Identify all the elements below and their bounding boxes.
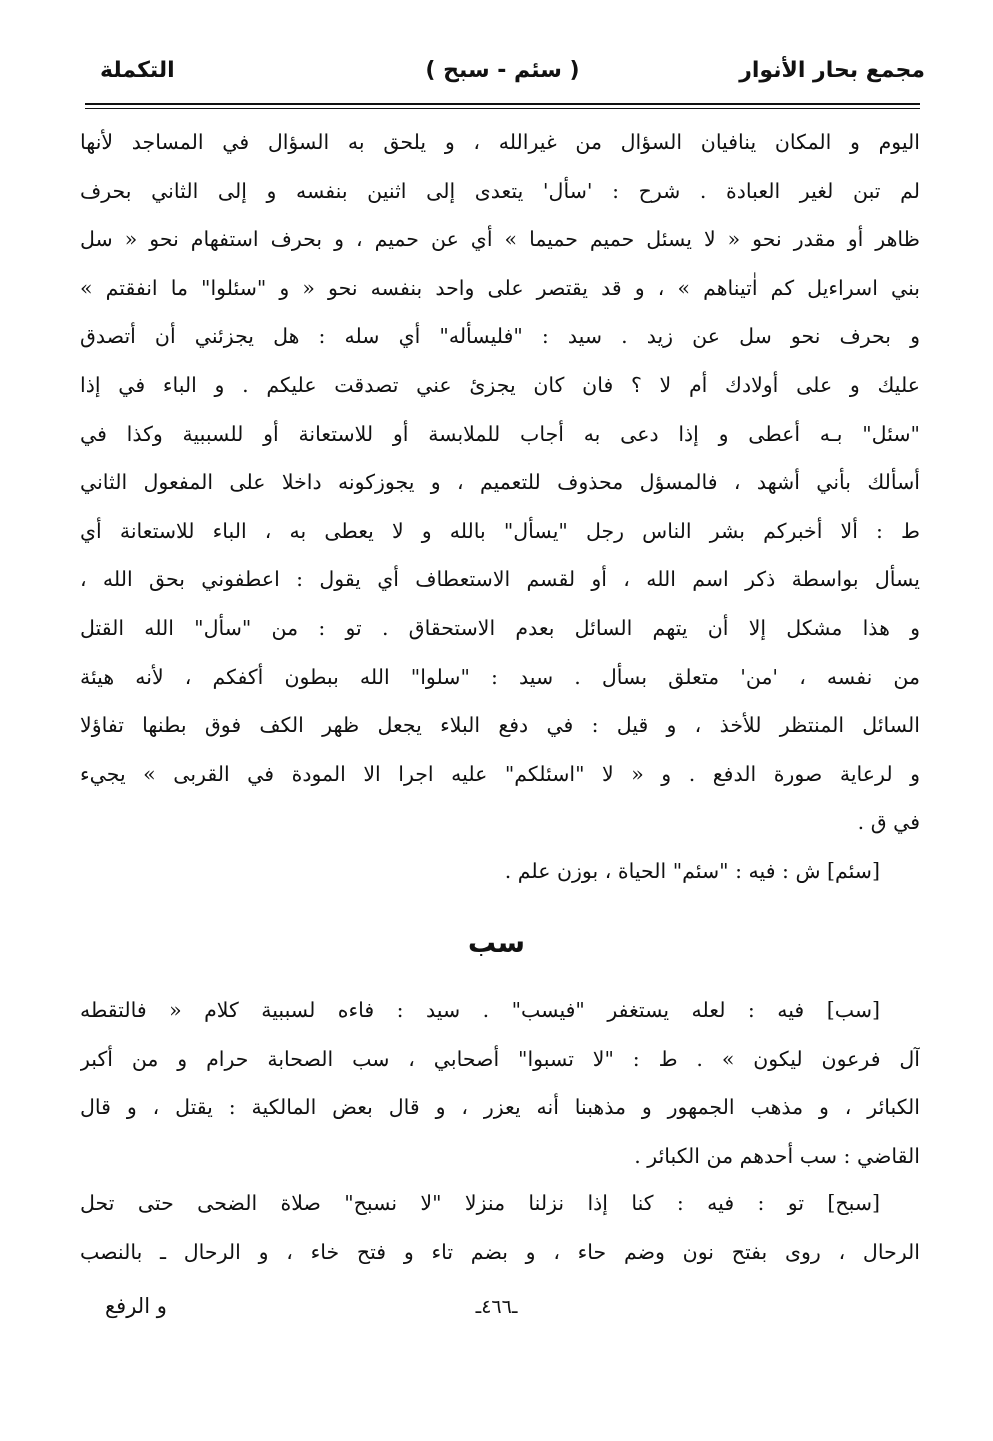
text-line: "سئل" بـه أعطى و إذا دعى به أجاب للملابسة أو للاستعانة أو للسببية وكذا في bbox=[80, 421, 920, 446]
supplement-label: التكملة bbox=[100, 58, 175, 83]
text-line: في ق . bbox=[857, 810, 920, 835]
text-line: لم تبن لغير العبادة . شرح : 'سأل' يتعدى إلى اثنين بنفسه و إلى الثاني بحرف bbox=[80, 178, 920, 203]
text-line: و لرعاية صورة الدفع . و « لا "اسئلكم" عليه اجرا الا المودة في القربى » يجيء bbox=[80, 761, 920, 786]
text-line: من نفسه ، 'من' متعلق بسأل . سيد : "سلوا" الله ببطون أكفكم ، لأنه هيئة bbox=[80, 664, 920, 689]
header-rule-top bbox=[85, 103, 920, 105]
entry-sabb bbox=[80, 986, 920, 1180]
text-line: السائل المنتظر للأخذ ، و قيل : في دفع البلاء يجعل ظهر الكف فوق بطنها تفاؤلا bbox=[80, 713, 920, 738]
text-line: عليك و على أولادك أم لا ؟ فان كان يجزئ عني تصدقت عليكم . و الباء في إذا bbox=[80, 372, 920, 397]
text-line: [سب] فيه : لعله يستغفر "فيسب" . سيد : فاءه لسببية كلام « فالتقطه bbox=[80, 998, 880, 1022]
text-line: و هذا مشكل إلا أن يتهم السائل بعدم الاستحقاق . تو : من "سأل" الله القتل bbox=[80, 615, 920, 640]
entry-range: ( سئم - سبح ) bbox=[425, 58, 580, 83]
entry-sal-continuation bbox=[80, 118, 920, 896]
text-line: الرحال ، روى بفتح نون وضم حاء ، و بضم تاء و فتح خاء ، و الرحال ـ بالنصب bbox=[80, 1239, 920, 1264]
book-title: مجمع بحار الأنوار bbox=[739, 58, 925, 83]
text-line: اليوم و المكان ينافيان السؤال من غيرالله ، و يلحق به السؤال في المساجد لأنها bbox=[80, 130, 920, 154]
catchword: و الرفع bbox=[105, 1294, 167, 1318]
text-line: و بحرف نحو سل عن زيد . سيد : "فليسأله" أي سله : هل يجزئني أن أتصدق bbox=[80, 324, 920, 349]
text-line: آل فرعون ليكون » . ط : "لا تسبوا" أصحابي ، سب الصحابة حرام و من أكبر bbox=[80, 1046, 920, 1071]
text-line: القاضي : سب أحدهم من الكبائر . bbox=[634, 1143, 920, 1168]
entry-saim: [سئم] ش : فيه : "سئم" الحياة ، بوزن علم . bbox=[504, 858, 880, 883]
text-line: يسأل بواسطة ذكر اسم الله ، أو لقسم الاستعطاف أي يقول : اعطفوني بحق الله ، bbox=[80, 567, 920, 592]
text-line: أسألك بأني أشهد ، فالمسؤل محذوف للتعميم ، و يجوزكونه داخلا على المفعول الثاني bbox=[80, 470, 920, 495]
section-heading: سب bbox=[467, 926, 526, 959]
text-line: الكبائر ، و مذهب الجمهور و مذهبنا أنه يعزر ، و قال بعض المالكية : يقتل ، و قال bbox=[80, 1095, 920, 1120]
text-line: بني اسراءيل كم اٰتيناهم » ، و قد يقتصر على واحد بنفسه نحو « و "سئلوا" ما انفقتم » bbox=[80, 275, 920, 300]
page-number: ـ٤٦٦ـ bbox=[475, 1296, 518, 1318]
entry-sabh bbox=[80, 1179, 920, 1276]
text-line: ظاهر أو مقدر نحو « لا يسئل حميم حميما » أي عن حميم ، و بحرف استفهام نحو « سل bbox=[80, 227, 920, 252]
running-header bbox=[80, 52, 925, 98]
header-rule-bottom bbox=[85, 108, 920, 109]
text-line: ط : ألا أخبركم بشر الناس رجل "يسأل" بالله و لا يعطى به ، الباء للاستعانة أي bbox=[80, 518, 920, 543]
text-line: [سبح] تو : فيه : كنا إذا نزلنا منزلا "لا نسبح" صلاة الضحى حتى تحل bbox=[80, 1191, 880, 1215]
